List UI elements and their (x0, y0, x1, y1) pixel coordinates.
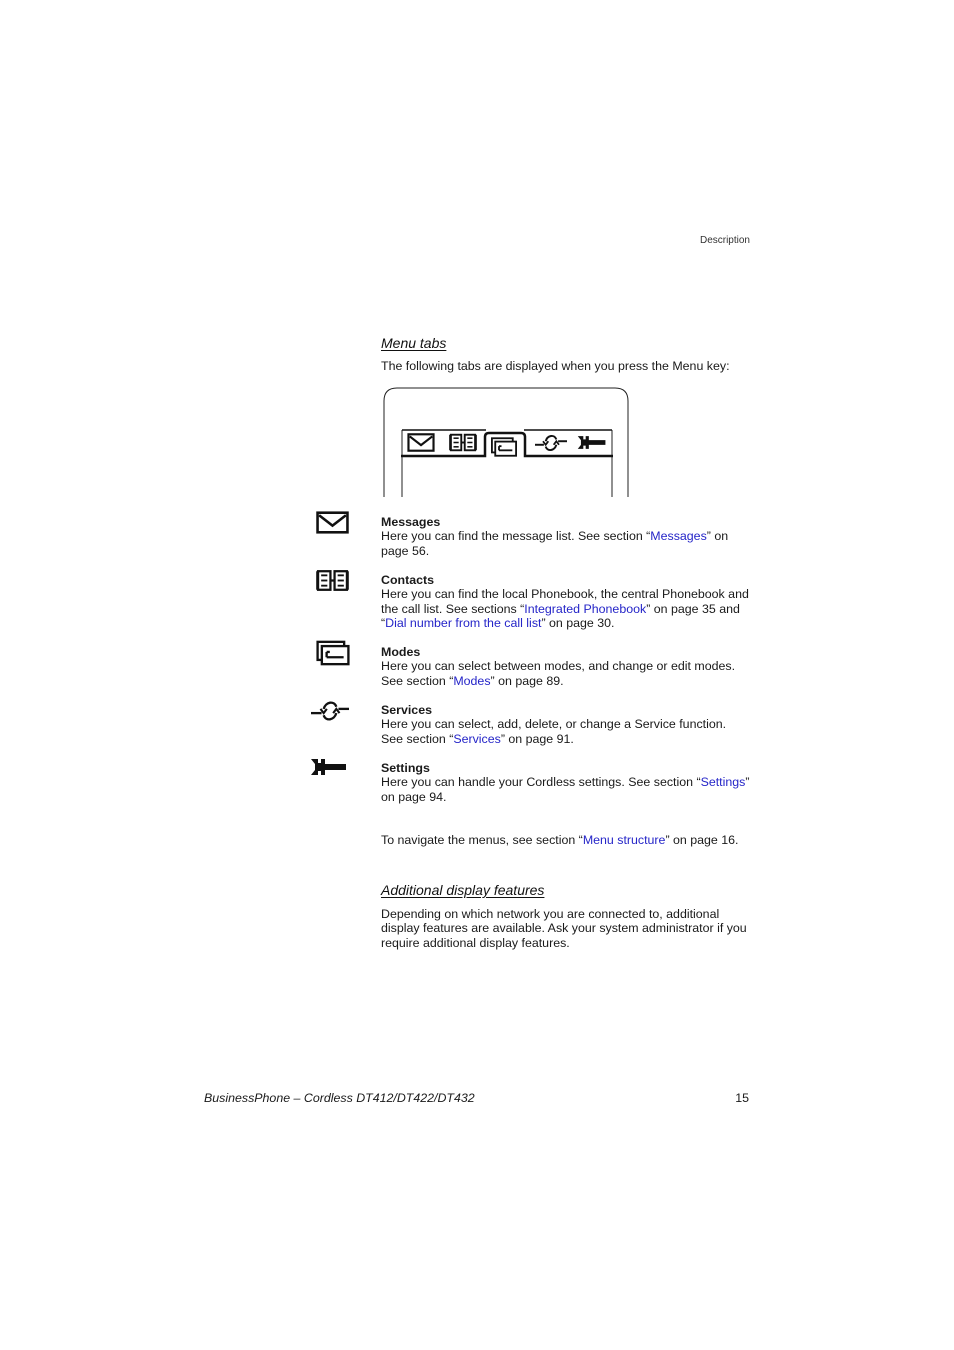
settings-text-2: ” on page 94. (381, 775, 750, 804)
messages-text-2: ” on page 56. (381, 529, 729, 558)
footer-title: BusinessPhone – Cordless DT412/DT422/DT432 (204, 1091, 475, 1105)
navigation-note (381, 833, 751, 847)
services-item (381, 703, 751, 746)
wrench-icon (309, 757, 349, 777)
envelope-icon (316, 511, 349, 534)
phonebook-icon (316, 569, 349, 592)
contacts-item (381, 573, 751, 630)
menu-tabs-intro: The following tabs are displayed when you press the Menu key: (381, 359, 730, 373)
page-number: 15 (735, 1091, 749, 1105)
messages-title: Messages (381, 515, 441, 529)
modes-item (381, 645, 751, 688)
additional-features-body: Depending on which network you are connected to, additional display features are available. Ask your system administrator if you require additional display features. (381, 907, 747, 950)
running-header: Description (699, 235, 750, 246)
services-title: Services (381, 703, 432, 717)
services-link[interactable]: Services (453, 731, 501, 746)
modes-title: Modes (381, 645, 421, 659)
contacts-text: Here you can find the local Phonebook, the central Phonebook and the call list. See sections “ (381, 587, 749, 616)
dial-from-call-list-link[interactable]: Dial number from the call list (385, 615, 542, 630)
contacts-title: Contacts (381, 573, 435, 587)
settings-link[interactable]: Settings (700, 775, 746, 790)
services-icon (311, 699, 349, 723)
navigation-text: To navigate the menus, see section “ (381, 833, 583, 847)
additional-features-heading: Additional display features (381, 882, 545, 898)
integrated-phonebook-link[interactable]: Integrated Phonebook (524, 601, 647, 616)
menu-structure-link[interactable]: Menu structure (582, 833, 666, 847)
modes-icon (316, 640, 350, 666)
messages-link[interactable]: Messages (650, 529, 707, 544)
phone-display-illustration (381, 385, 633, 497)
settings-text: Here you can handle your Cordless settings. See section “ (381, 775, 701, 790)
services-text: Here you can select, add, delete, or change a Service function. See section “ (381, 717, 727, 746)
modes-text: Here you can select between modes, and change or edit modes. See section “ (381, 659, 736, 688)
settings-item (381, 761, 751, 804)
settings-title: Settings (381, 761, 430, 775)
messages-text: Here you can find the message list. See section “ (381, 529, 651, 544)
services-text-2: ” on page 91. (500, 731, 574, 746)
contacts-text-3: ” on page 30. (541, 615, 615, 630)
modes-link[interactable]: Modes (453, 673, 491, 688)
navigation-text-2: ” on page 16. (665, 833, 739, 847)
modes-text-2: ” on page 89. (490, 673, 564, 688)
contacts-text-2: ” on page 35 and “ (381, 601, 740, 630)
messages-item (381, 515, 751, 558)
menu-tabs-heading: Menu tabs (381, 335, 447, 351)
